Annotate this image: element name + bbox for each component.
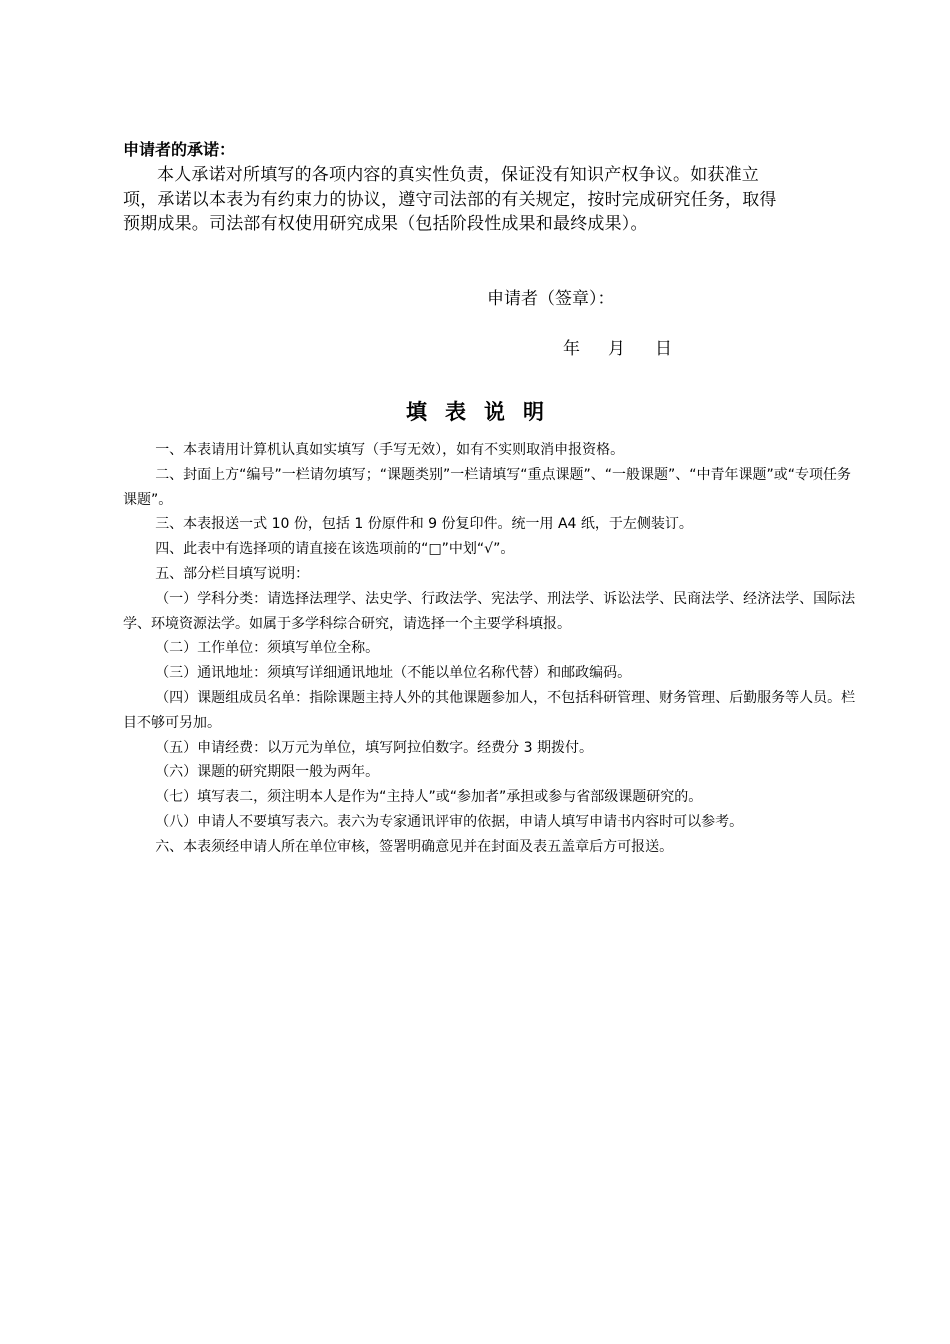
pledge-body: 本人承诺对所填写的各项内容的真实性负责，保证没有知识产权争议。如获准立项，承诺以本表为有约束力的协议，遵守司法部的有关规定，按时完成研究任务，取得预期成果。司法部有权使用研究成果（包括阶段性成果和最终成果）。 xyxy=(123,165,777,234)
signature-date xyxy=(563,337,672,361)
instruction-item: 二、封面上方“编号”一栏请勿填写；“课题类别”一栏请填写“重点课题”、“一般课题”、“中青年课题”或“专项任务课题”。 xyxy=(123,466,851,508)
date-year-label: 年 xyxy=(563,339,580,359)
instruction-item: （二）工作单位：须填写单位全称。 xyxy=(155,640,380,657)
instruction-item: （一）学科分类：请选择法理学、法史学、行政法学、宪法学、刑法学、诉讼法学、民商法学、经济法学、国际法学、环境资源法学。如属于多学科综合研究，请选择一个主要学科填报。 xyxy=(123,590,856,632)
instruction-item: 三、本表报送一式 10 份，包括 1 份原件和 9 份复印件。统一用 A4 纸，于左侧装订。 xyxy=(155,516,693,533)
signature-label: 申请者（签章）： xyxy=(487,289,615,309)
instruction-item: 六、本表须经申请人所在单位审核，签署明确意见并在封面及表五盖章后方可报送。 xyxy=(155,838,674,855)
instruction-item: （四）课题组成员名单：指除课题主持人外的其他课题参加人，不包括科研管理、财务管理、后勤服务等人员。栏目不够可另加。 xyxy=(123,689,856,731)
instruction-item: （八）申请人不要填写表六。表六为专家通讯评审的依据，申请人填写申请书内容时可以参考。 xyxy=(155,813,744,830)
instruction-item: 四、此表中有选择项的请直接在该选项前的“□”中划“√”。 xyxy=(155,541,515,558)
instruction-item: （三）通讯地址：须填写详细通讯地址（不能以单位名称代替）和邮政编码。 xyxy=(155,665,632,682)
instruction-item: （六）课题的研究期限一般为两年。 xyxy=(155,764,380,781)
date-day-label: 日 xyxy=(655,339,672,359)
instruction-item: （七）填写表二，须注明本人是作为“主持人”或“参加者”承担或参与省部级课题研究的。 xyxy=(155,789,703,806)
instructions-list xyxy=(123,438,863,860)
instruction-item: 一、本表请用计算机认真如实填写（手写无效），如有不实则取消申报资格。 xyxy=(155,442,625,458)
instruction-item: （五）申请经费：以万元为单位，填写阿拉伯数字。经费分 3 期拨付。 xyxy=(155,739,593,756)
instructions-title: 填表说明 xyxy=(406,400,562,424)
pledge-heading: 申请者的承诺： xyxy=(123,140,236,159)
date-month-label: 月 xyxy=(608,339,625,359)
instruction-item: 五、部分栏目填写说明： xyxy=(155,565,310,582)
